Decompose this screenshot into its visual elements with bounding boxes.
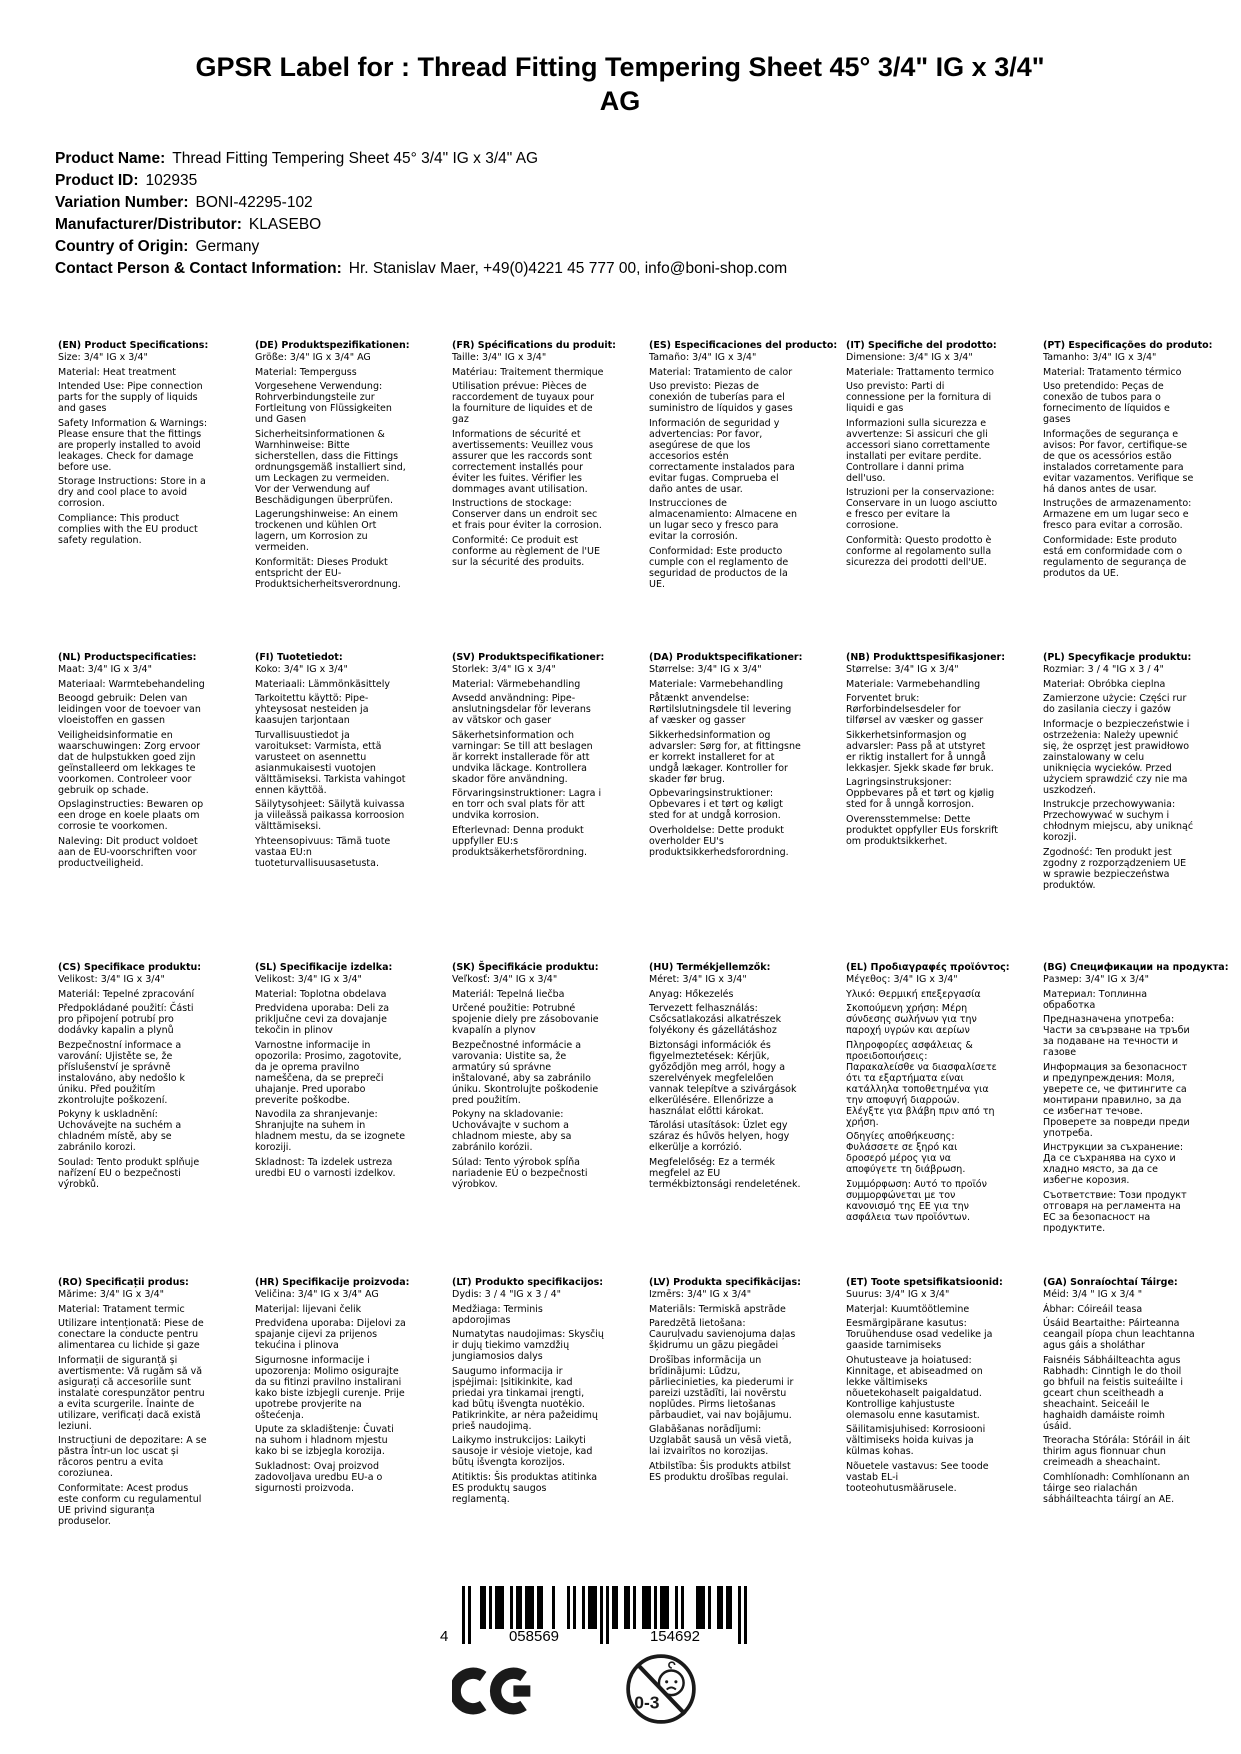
spec-paragraph: Materiał: Obróbka cieplna — [1043, 678, 1166, 690]
spec-paragraph: Ábhar: Cóireáil teasa — [1043, 1303, 1143, 1315]
spec-block — [58, 340, 210, 652]
barcode-digits-left: 058569 — [471, 1629, 597, 1645]
spec-paragraph: Materijal: lijevani čelik — [255, 1303, 362, 1315]
spec-block — [255, 962, 407, 1277]
spec-paragraph: Comhlíonadh: Comhlíonann an táirge seo rialachán sábháilteachta táirgí an AE. — [1043, 1471, 1190, 1505]
spec-paragraph: Yhteensopivuus: Tämä tuote vastaa EU:n tuoteturvallisuusasetusta. — [255, 835, 391, 869]
spec-paragraph: Taille: 3/4" IG x 3/4" — [452, 352, 547, 363]
spec-paragraph: Opslaginstructies: Bewaren op een droge en koele plaats om corrosie te voorkomen. — [58, 799, 204, 832]
spec-paragraph: Safety Information & Warnings: Please ensure that the fittings are properly installed to avoid leakages. Check for damage before use. — [58, 417, 208, 473]
spec-paragraph: Předpokládané použití: Části pro připojení potrubí pro dodávky kapalin a plynů — [58, 1003, 194, 1036]
spec-paragraphs — [1043, 1289, 1195, 1505]
spec-paragraph: Istruzioni per la conservazione: Conservare in un luogo asciutto e fresco per evitare la corrosione. — [846, 487, 998, 531]
spec-paragraph: Materjal: Kuumtöötlemine — [846, 1303, 970, 1315]
spec-block — [1043, 1277, 1195, 1530]
spec-paragraph: Určené použitie: Potrubné spojenie diely pre zásobovanie kvapalín a plynov — [452, 1003, 599, 1036]
spec-paragraph: Tarkoitettu käyttö: Pipe-yhteysosat nesteiden ja kaasujen tarjontaan — [255, 693, 369, 726]
spec-paragraph: Soulad: Tento produkt splňuje nařízení EU o bezpečnosti výrobků. — [58, 1156, 200, 1190]
spec-paragraph: Instructions de stockage: Conserver dans un endroit sec et frais pour éviter la corrosion. — [452, 498, 602, 531]
spec-heading: (EN) Product Specifications: — [58, 340, 209, 351]
spec-paragraph: Eesmärgipärane kasutus: Toruühenduse osad vedelike ja gaaside tarnimiseks — [846, 1318, 993, 1351]
spec-paragraph: Material: Tratament termic — [58, 1303, 185, 1315]
spec-block — [1043, 652, 1195, 962]
ce-mark-icon — [452, 1660, 536, 1722]
spec-paragraph: Rozmiar: 3 / 4 "IG x 3 / 4" — [1043, 664, 1164, 675]
spec-paragraph: Glabāšanas norādījumi: Uzglabāt sausā un vēsā vietā, lai izvairītos no korozijas. — [649, 1424, 792, 1457]
spec-paragraph: Uso previsto: Piezas de conexión de tuberías para el suministro de líquidos y gases — [649, 381, 793, 414]
spec-paragraph: Informacje o bezpieczeństwie i ostrzeżenia: Należy upewnić się, że osprzęt jest prawidłowo zainstalowany w celu uniknięcia wycieków. Przed użyciem sprawdzić czy nie ma uszkodzeń. — [1043, 718, 1190, 796]
spec-paragraph: Méid: 3/4 " IG x 3/4 " — [1043, 1289, 1143, 1300]
product-info — [55, 148, 1185, 280]
spec-heading: (ES) Especificaciones del producto: — [649, 340, 838, 351]
spec-paragraph: Atbilstība: Šis produkts atbilst ES produktu drošības regulai. — [649, 1460, 791, 1483]
spec-paragraph: Größe: 3/4" IG x 3/4" AG — [255, 352, 371, 363]
age-warning-0-3-icon — [624, 1652, 698, 1726]
spec-paragraph: Säilitamisjuhised: Korrosiooni vältimiseks hoida kuivas ja külmas kohas. — [846, 1424, 986, 1457]
spec-paragraph: Overholdelse: Dette produkt overholder EU's produktsikkerhedsforordning. — [649, 824, 789, 858]
spec-block — [255, 340, 410, 652]
spec-paragraph: Intended Use: Pipe connection parts for the supply of liquids and gases — [58, 381, 203, 414]
spec-heading: (ET) Toote spetsifikatsioonid: — [846, 1277, 1003, 1288]
spec-block — [452, 652, 604, 962]
spec-heading: (DA) Produktspecifikationer: — [649, 652, 803, 663]
spec-paragraph: Πληροφορίες ασφάλειας & προειδοποιήσεις: Παρακαλείσθε να διασφαλίσετε ότι τα εξαρτήματα είναι κατάλληλα τοποθετημένα για την αποφυγή διαρροών. Ελέγξτε για βλάβη πριν από τη χρήση. — [846, 1039, 997, 1128]
spec-paragraphs — [846, 974, 998, 1223]
spec-heading: (FI) Tuotetiedot: — [255, 652, 343, 663]
spec-paragraph: Informații de siguranță și avertismente: Vă rugăm să vă asigurați că accesoriile sunt instalate corespunzător pentru a evita scurgerile. Înainte de utilizare, verificați dacă există leziuni. — [58, 1354, 205, 1432]
barcode-digits-right: 154692 — [612, 1629, 738, 1645]
spec-paragraph: Dimensione: 3/4" IG x 3/4" — [846, 352, 973, 363]
spec-paragraph: Conformidad: Este producto cumple con el reglamento de seguridad de productos de la UE. — [649, 545, 789, 590]
spec-heading: (EL) Προδιαγραφές προϊόντος: — [846, 962, 1010, 973]
barcode-digit-prefix: 4 — [440, 1628, 449, 1645]
spec-paragraph: Skladnost: Ta izdelek ustreza uredbi EU o varnosti izdelkov. — [255, 1156, 396, 1179]
spec-paragraph: Conformité: Ce produit est conforme au règlement de l'UE sur la sécurité des produits. — [452, 534, 600, 568]
spec-paragraph: Laikymo instrukcijos: Laikyti sausoje ir vėsioje vietoje, kad būtų išvengta korozijos. — [452, 1435, 593, 1468]
spec-paragraph: Atitiktis: Šis produktas atitinka ES produktų saugos reglamentą. — [452, 1471, 598, 1505]
spec-paragraph: Uso pretendido: Peças de conexão de tubos para o fornecimento de líquidos e gases — [1043, 381, 1170, 425]
spec-paragraphs — [1043, 352, 1195, 579]
spec-paragraph: Размер: 3/4" IG x 3/4" — [1043, 974, 1150, 985]
spec-paragraphs — [846, 352, 998, 568]
spec-paragraph: Matériau: Traitement thermique — [452, 366, 604, 378]
spec-paragraph: Storage Instructions: Store in a dry and cool place to avoid corrosion. — [58, 476, 206, 509]
product-info-value: 102935 — [145, 172, 198, 189]
spec-paragraph: Instrukcje przechowywania: Przechowywać w suchym i chłodnym miejscu, aby uniknąć korozji. — [1043, 799, 1194, 843]
product-info-value: Germany — [195, 238, 260, 255]
product-info-row — [55, 192, 1185, 214]
spec-heading: (BG) Спецификации на продукта: — [1043, 962, 1229, 973]
spec-paragraph: Bezpečnostní informace a varování: Ujistěte se, že příslušenství je správně instalováno, aby nedošlo k úniku. Před použitím zkontrolujte poškození. — [58, 1039, 186, 1106]
spec-paragraph: Storlek: 3/4" IG x 3/4" — [452, 664, 556, 675]
spec-paragraphs — [1043, 664, 1195, 891]
spec-paragraph: Koko: 3/4" IG x 3/4" — [255, 664, 348, 675]
spec-paragraph: Upute za skladištenje: Čuvati na suhom i hladnom mjestu kako bi se izbjegla korozija. — [255, 1424, 394, 1457]
spec-block — [649, 652, 801, 962]
product-info-label: Variation Number: — [55, 194, 189, 211]
spec-paragraph: Material: Värmebehandling — [452, 678, 581, 690]
spec-paragraphs — [58, 664, 210, 869]
spec-block — [452, 1277, 604, 1530]
spec-paragraph: Tárolási utasítások: Üzlet egy száraz és hűvös helyen, hogy elkerülje a korrózió. — [649, 1120, 790, 1153]
spec-paragraph: Σκοπούμενη χρήση: Μέρη σύνδεσης σωλήνων για την παροχή υγρών και αερίων — [846, 1003, 977, 1036]
spec-paragraph: Konformität: Dieses Produkt entspricht der EU-Produktsicherheitsverordnung. — [255, 556, 401, 590]
spec-paragraph: Conformità: Questo prodotto è conforme al regolamento sulla sicurezza dei prodotti dell'UE. — [846, 534, 992, 568]
spec-paragraph: Säilytysohjeet: Säilytä kuivassa ja viileässä paikassa korroosion välttämiseksi. — [255, 799, 405, 832]
spec-paragraphs — [1043, 974, 1195, 1234]
spec-block — [846, 1277, 1003, 1530]
spec-paragraph: Turvallisuustiedot ja varoitukset: Varmista, että varusteet on asennettu asianmukaisesti vuotojen välttämiseksi. Tarkista vahingot ennen käyttöä. — [255, 729, 406, 796]
spec-paragraph: Size: 3/4" IG x 3/4" — [58, 352, 148, 363]
spec-paragraphs — [58, 352, 210, 546]
spec-paragraph: Conformidade: Este produto está em conformidade com o regulamento de segurança de produtos da UE. — [1043, 534, 1187, 579]
spec-block — [1043, 962, 1229, 1277]
spec-paragraph: Materiāls: Termiskā apstrāde — [649, 1303, 786, 1315]
spec-paragraph: Materiaali: Lämmönkäsittely — [255, 678, 391, 690]
spec-paragraph: Материал: Топлинна обработка — [1043, 988, 1148, 1011]
spec-paragraph: Veiligheidsinformatie en waarschuwingen: Zorg ervoor dat de hulpstukken goed zijn geïnstalleerd om lekkages te voorkomen. Controleer voor gebruik op schade. — [58, 729, 201, 796]
spec-paragraph: Anyag: Hőkezelés — [649, 988, 734, 1000]
page-title-line-2: AG — [599, 86, 641, 116]
spec-block — [255, 1277, 410, 1530]
spec-paragraph: Instruções de armazenamento: Armazene em um lugar seco e fresco para evitar a corrosão. — [1043, 498, 1192, 531]
spec-paragraph: Overensstemmelse: Dette produktet oppfyller EUs forskrift om produktsikkerhet. — [846, 813, 999, 847]
spec-heading: (FR) Spécifications du produit: — [452, 340, 616, 351]
spec-paragraph: Material: Tratamiento de calor — [649, 366, 793, 378]
product-info-label: Product ID: — [55, 172, 139, 189]
spec-paragraph: Megfelelőség: Ez a termék megfelel az EU termékbiztonsági rendeletének. — [649, 1156, 801, 1190]
product-info-label: Country of Origin: — [55, 238, 189, 255]
product-info-row — [55, 258, 1185, 280]
spec-paragraph: Οδηγίες αποθήκευσης: Φυλάσσετε σε ξηρό και δροσερό μέρος για να αποφύγετε τη διάβρωση. — [846, 1131, 966, 1175]
spec-paragraph: Μέγεθος: 3/4" IG x 3/4" — [846, 974, 958, 985]
spec-paragraph: Velikost: 3/4" IG x 3/4" — [255, 974, 362, 985]
spec-paragraph: Medžiaga: Terminis apdorojimas — [452, 1303, 543, 1326]
spec-paragraph: Informazioni sulla sicurezza e avvertenze: Si assicuri che gli accessori siano correttamente installati per evitare perdite. Controllare i danni prima dell'uso. — [846, 417, 990, 484]
spec-paragraph: Förvaringsinstruktioner: Lagra i en torr och sval plats för att undvika korrosion. — [452, 788, 602, 821]
spec-heading: (GA) Sonraíochtaí Táirge: — [1043, 1277, 1178, 1288]
spec-block — [452, 962, 604, 1277]
spec-paragraph: Varnostne informacije in opozorila: Prosimo, zagotovite, da je oprema pravilno nameščena, da se prepreči uhajanje. Pred uporabo preverite poškodbe. — [255, 1039, 402, 1106]
spec-paragraph: Mărime: 3/4" IG x 3/4" — [58, 1289, 165, 1300]
spec-paragraph: Instrucciones de almacenamiento: Almacene en un lugar seco y fresco para evitar la corrosión. — [649, 498, 797, 542]
spec-block — [58, 652, 210, 962]
spec-paragraph: Avsedd användning: Pipe-anslutningsdelar för leverans av vätskor och gaser — [452, 693, 591, 726]
spec-paragraph: Úsáid Beartaithe: Páirteanna ceangail píopa chun leachtanna agus gáis a sholáthar — [1043, 1318, 1195, 1351]
spec-paragraph: Предназначена употреба: Части за свързване на тръби за подаване на течности и газове — [1043, 1014, 1190, 1058]
spec-paragraphs — [649, 1289, 801, 1483]
barcode — [440, 1586, 750, 1650]
spec-paragraph: Materiál: Tepelné zpracování — [58, 988, 195, 1000]
spec-paragraph: Material: Toplotna obdelava — [255, 988, 387, 1000]
spec-paragraph: Materiale: Varmebehandling — [846, 678, 981, 690]
spec-paragraph: Uso previsto: Parti di connessione per la fornitura di liquidi e gas — [846, 381, 992, 414]
spec-paragraph: Säkerhetsinformation och varningar: Se till att beslagen är korrekt installerade för att undvika läckage. Kontrollera skador före användning. — [452, 729, 593, 785]
spec-paragraphs — [846, 1289, 998, 1494]
spec-paragraphs — [452, 352, 604, 568]
spec-paragraph: Zgodność: Ten produkt jest zgodny z rozporządzeniem UE w sprawie bezpieczeństwa produktów. — [1043, 846, 1187, 891]
spec-paragraph: Treoracha Stórála: Stóráil in áit thirim agus fionnuar chun creimeadh a sheachaint. — [1043, 1435, 1191, 1468]
spec-paragraph: Sigurnosne informacije i upozorenja: Molimo osigurajte da su fitinzi pravilno instalirani kako biste izbjegli curenje. Prije upotrebe provjerite na oštećenja. — [255, 1354, 405, 1421]
spec-paragraph: Opbevaringsinstruktioner: Opbevares i et tørt og køligt sted for at undgå korrosion. — [649, 788, 783, 821]
spec-heading: (DE) Produktspezifikationen: — [255, 340, 410, 351]
product-info-row — [55, 236, 1185, 258]
spec-paragraph: Veľkosť: 3/4" IG x 3/4" — [452, 974, 558, 985]
spec-paragraph: Sikkerhetsinformasjon og advarsler: Pass på at utstyret er riktig installert for å unngå lekkasjer. Sjekk skade før bruk. — [846, 729, 994, 774]
spec-block — [846, 652, 1006, 962]
spec-paragraph: Méret: 3/4" IG x 3/4" — [649, 974, 747, 985]
spec-paragraph: Suurus: 3/4" IG x 3/4" — [846, 1289, 950, 1300]
spec-paragraph: Efterlevnad: Denna produkt uppfyller EU:s produktsäkerhetsförordning. — [452, 824, 588, 858]
spec-paragraphs — [452, 1289, 604, 1505]
spec-block — [846, 340, 998, 652]
spec-paragraph: Materiaal: Warmtebehandeling — [58, 678, 205, 690]
spec-paragraph: Forventet bruk: Rørforbindelsesdeler for tilførsel av væsker og gasser — [846, 693, 984, 726]
product-info-row — [55, 214, 1185, 236]
spec-paragraph: Predviđena uporaba: Dijelovi za spajanje cijevi za prijenos tekućina i plinova — [255, 1318, 406, 1351]
spec-heading: (LV) Produkta specifikācijas: — [649, 1277, 801, 1288]
page-title — [120, 50, 1120, 118]
spec-block — [649, 340, 838, 652]
spec-paragraph: Utilizare intenționată: Piese de conectare la conducte pentru alimentarea cu lichide și gaze — [58, 1318, 204, 1351]
spec-paragraph: Información de seguridad y advertencias: Por favor, asegúrese de que los accesorios estén correctamente instalados para evitar fugas. Comprueba el daño antes de usar. — [649, 417, 795, 495]
spec-grid — [58, 340, 1229, 1530]
spec-block — [649, 1277, 801, 1530]
spec-block — [58, 1277, 210, 1530]
spec-paragraph: Informations de sécurité et avertissements: Veuillez vous assurer que les raccords sont correctement installés pour éviter les fuites. Vérifier les dommages avant utilisation. — [452, 428, 594, 495]
spec-paragraphs — [58, 1289, 210, 1527]
spec-paragraphs — [846, 664, 998, 847]
spec-paragraph: Nõuetele vastavus: See toode vastab EL-i tooteohutusmäärusele. — [846, 1460, 989, 1494]
product-info-label: Product Name: — [55, 150, 166, 167]
spec-paragraphs — [58, 974, 210, 1190]
spec-paragraph: Súlad: Tento výrobok spĺňa nariadenie EÚ o bezpečnosti výrobkov. — [452, 1156, 588, 1190]
spec-paragraph: Sicherheitsinformationen & Warnhinweise: Bitte sicherstellen, dass die Fittings ordnungsgemäß installiert sind, um Leckagen zu vermeiden. Vor der Verwendung auf Beschädigungen überprüfen. — [255, 428, 406, 506]
spec-paragraph: Biztonsági információk és figyelmeztetések: Kérjük, győződjön meg arról, hogy a szerelvények megfelelően vannak telepítve a szivárgások elkerülésére. Ellenőrizze a használat előtti károkat. — [649, 1039, 797, 1117]
spec-paragraph: Faisnéis Sábháilteachta agus Rabhadh: Cinntigh le do thoil go bhfuil na feistis suiteáilte i gceart chun sceitheadh a sheachaint. Seiceáil le haghaidh damáiste roimh úsáid. — [1043, 1354, 1184, 1432]
spec-heading: (RO) Specificații produs: — [58, 1277, 189, 1288]
spec-paragraph: Ohutusteave ja hoiatused: Kinnitage, et abiseadmed on lekke vältimiseks nõuetekohaselt paigaldatud. Kontrollige kahjustuste olemasolu enne kasutamist. — [846, 1354, 983, 1421]
product-info-value: Hr. Stanislav Maer, +49(0)4221 45 777 00, info@boni-shop.com — [348, 260, 788, 277]
spec-block — [452, 340, 616, 652]
spec-paragraph: Informações de segurança e avisos: Por favor, certifique-se de que os acessórios estão instalados corretamente para evitar vazamentos. Verifique se há danos antes de usar. — [1043, 428, 1194, 495]
spec-paragraph: Material: Temperguss — [255, 366, 357, 378]
spec-heading: (NB) Produkttspesifikasjoner: — [846, 652, 1006, 663]
spec-paragraph: Utilisation prévue: Pièces de raccordement de tuyaux pour la fourniture de liquides et de gaz — [452, 381, 594, 425]
spec-paragraph: Συμμόρφωση: Αυτό το προϊόν συμμορφώνεται με τον κανονισμό της ΕΕ για την ασφάλεια των προϊόντων. — [846, 1178, 987, 1223]
spec-paragraph: Material: Heat treatment — [58, 366, 177, 378]
spec-paragraph: Tamaño: 3/4" IG x 3/4" — [649, 352, 757, 363]
spec-paragraph: Bezpečnostné informácie a varovania: Uistite sa, že armatúry sú správne inštalované, aby sa zabránilo úniku. Skontrolujte poškodenie pred použitím. — [452, 1039, 599, 1106]
age-warning-label: 0-3 — [634, 1692, 660, 1713]
spec-paragraph: Beoogd gebruik: Delen van leidingen voor de toevoer van vloeistoffen en gassen — [58, 693, 201, 726]
spec-heading: (SK) Špecifikácie produktu: — [452, 962, 599, 973]
spec-paragraph: Pokyny na skladovanie: Uchovávajte v suchom a chladnom mieste, aby sa zabránilo korózii. — [452, 1109, 572, 1153]
product-info-label: Contact Person & Contact Information: — [55, 260, 342, 277]
spec-paragraph: Størrelse: 3/4" IG x 3/4" — [846, 664, 959, 675]
spec-paragraph: Materiale: Varmebehandling — [649, 678, 784, 690]
spec-paragraph: Tamanho: 3/4" IG x 3/4" — [1043, 352, 1157, 363]
spec-paragraphs — [255, 974, 407, 1179]
product-info-label: Manufacturer/Distributor: — [55, 216, 242, 233]
spec-paragraph: Instrucțiuni de depozitare: A se păstra într-un loc uscat și răcoros pentru a evita coroziunea. — [58, 1435, 207, 1479]
spec-heading: (HR) Specifikacije proizvoda: — [255, 1277, 410, 1288]
spec-paragraphs — [649, 352, 801, 590]
spec-paragraph: Lagerungshinweise: An einem trockenen und kühlen Ort lagern, um Korrosion zu vermeiden. — [255, 509, 399, 553]
product-info-value: Thread Fitting Tempering Sheet 45° 3/4" IG x 3/4" AG — [172, 150, 539, 167]
spec-heading: (PL) Specyfikacje produktu: — [1043, 652, 1192, 663]
spec-paragraph: Predvidena uporaba: Deli za priključne cevi za dovajanje tekočin in plinov — [255, 1003, 390, 1036]
spec-paragraph: Drošības informācija un brīdinājumi: Lūdzu, pārliecinieties, ka piederumi ir pareizi uzstādīti, lai novērstu noplūdes. Pirms lietošanas pārbaudiet, vai nav bojājumu. — [649, 1354, 794, 1421]
page-title-line-1: GPSR Label for : Thread Fitting Tempering Sheet 45° 3/4" IG x 3/4" — [195, 52, 1045, 82]
spec-block — [846, 962, 1010, 1277]
spec-paragraphs — [452, 974, 604, 1190]
spec-paragraph: Pokyny k uskladnění: Uchovávejte na suchém a chladném místě, aby se zabránilo korozi. — [58, 1109, 182, 1153]
spec-paragraph: Tervezett felhasználás: Csőcsatlakozási alkatrészek folyékony és gázellátáshoz — [649, 1003, 782, 1036]
spec-heading: (NL) Productspecificaties: — [58, 652, 197, 663]
spec-heading: (IT) Specifiche del prodotto: — [846, 340, 997, 351]
spec-paragraph: Paredzētā lietošana: Cauruļvadu savienojuma daļas šķidrumu un gāzu piegādei — [649, 1318, 796, 1351]
spec-paragraphs — [452, 664, 604, 858]
spec-paragraph: Materiál: Tepelná liečba — [452, 988, 565, 1000]
spec-paragraph: Vorgesehene Verwendung: Rohrverbindungsteile zur Fortleitung von Flüssigkeiten und Gasen — [255, 381, 392, 425]
spec-paragraph: Izmērs: 3/4" IG x 3/4" — [649, 1289, 752, 1300]
spec-paragraph: Maat: 3/4" IG x 3/4" — [58, 664, 152, 675]
spec-heading: (PT) Especificações do produto: — [1043, 340, 1213, 351]
spec-paragraph: Saugumo informacija ir įspėjimai: Įsitikinkite, kad priedai yra tinkamai įrengti, kad būtų išvengta nuotėkio. Patikrinkite, ar nėra pažeidimų prieš naudojimą. — [452, 1365, 598, 1432]
spec-paragraph: Navodila za shranjevanje: Shranjujte na suhem in hladnem mestu, da se izognete koroziji. — [255, 1109, 406, 1153]
product-info-value: BONI-42295-102 — [195, 194, 313, 211]
spec-heading: (CS) Specifikace produktu: — [58, 962, 202, 973]
spec-paragraph: Zamierzone użycie: Części rur do zasilania cieczy i gazów — [1043, 693, 1187, 715]
spec-paragraphs — [255, 1289, 407, 1494]
spec-block — [58, 962, 210, 1277]
spec-block — [1043, 340, 1213, 652]
spec-paragraph: Veličina: 3/4" IG x 3/4" AG — [255, 1289, 379, 1300]
spec-paragraph: Sikkerhedsinformation og advarsler: Sørg for, at fittingsne er korrekt installeret for at undgå lækager. Kontroller for skader før brug. — [649, 729, 801, 785]
spec-heading: (LT) Produkto specifikacijos: — [452, 1277, 604, 1288]
spec-paragraph: Compliance: This product complies with the EU product safety regulation. — [58, 512, 198, 546]
spec-paragraphs — [649, 664, 801, 858]
product-info-row — [55, 170, 1185, 192]
spec-paragraph: Информация за безопасност и предупреждения: Моля, уверете се, че фитингите са монтирани правилно, за да се избегнат течове. Проверете за повреди преди употреба. — [1043, 1061, 1190, 1139]
spec-heading: (SV) Produktspecifikationer: — [452, 652, 605, 663]
spec-block — [649, 962, 801, 1277]
spec-paragraphs — [255, 352, 407, 590]
spec-paragraph: Størrelse: 3/4" IG x 3/4" — [649, 664, 762, 675]
spec-block — [255, 652, 407, 962]
spec-paragraph: Conformitate: Acest produs este conform cu regulamentul UE privind siguranța produselor. — [58, 1482, 202, 1527]
spec-heading: (HU) Termékjellemzők: — [649, 962, 771, 973]
spec-paragraph: Numatytas naudojimas: Skysčių ir dujų tiekimo vamzdžių jungiamosios dalys — [452, 1329, 604, 1362]
spec-paragraph: Lagringsinstruksjoner: Oppbevares på et tørt og kjølig sted for å unngå korrosjon. — [846, 777, 995, 810]
product-info-row — [55, 148, 1185, 170]
spec-heading: (SL) Specifikacije izdelka: — [255, 962, 393, 973]
spec-paragraphs — [255, 664, 407, 869]
spec-paragraph: Инструкции за съхранение: Да се съхранява на сухо и хладно място, за да се избегне корозия. — [1043, 1142, 1184, 1186]
spec-paragraph: Dydis: 3 / 4 "IG x 3 / 4" — [452, 1289, 562, 1300]
product-info-value: KLASEBO — [248, 216, 322, 233]
spec-paragraph: Sukladnost: Ovaj proizvod zadovoljava uredbu EU-a o sigurnosti proizvoda. — [255, 1460, 383, 1494]
spec-paragraph: Υλικό: Θερμική επεξεργασία — [846, 988, 981, 1000]
spec-paragraph: Materiale: Trattamento termico — [846, 366, 994, 378]
spec-paragraph: Naleving: Dit product voldoet aan de EU-voorschriften voor productveiligheid. — [58, 835, 198, 869]
spec-paragraph: Påtænkt anvendelse: Rørtilslutningsdele til levering af væsker og gasser — [649, 693, 792, 726]
spec-paragraph: Velikost: 3/4" IG x 3/4" — [58, 974, 165, 985]
spec-paragraph: Съответствие: Този продукт отговаря на регламента на ЕС за безопасност на продуктите. — [1043, 1189, 1187, 1234]
spec-paragraphs — [649, 974, 801, 1190]
spec-paragraph: Material: Tratamento térmico — [1043, 366, 1182, 378]
